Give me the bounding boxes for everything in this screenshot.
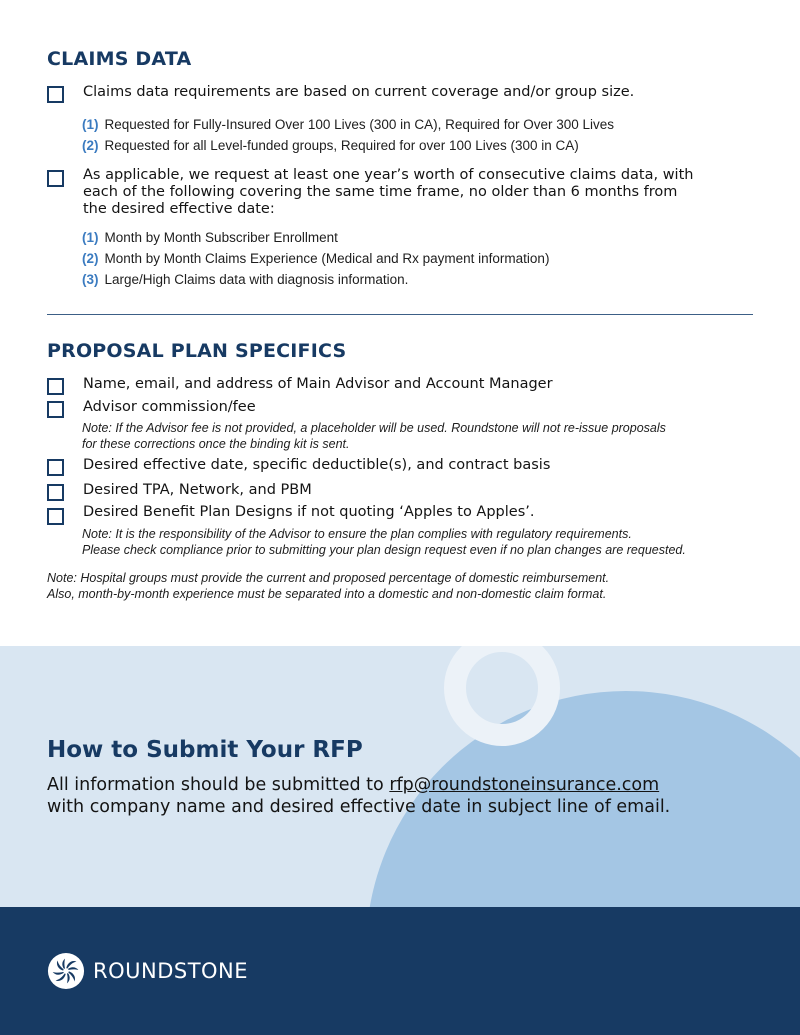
submit-heading: How to Submit Your RFP: [47, 737, 363, 763]
checklist-item-label: [83, 167, 693, 218]
footer: [0, 907, 800, 1035]
checkbox[interactable]: [47, 401, 64, 418]
note-line: Also, month-by-month experience must be separated into a domestic and non-domestic claim format.: [47, 587, 607, 601]
sub-item-number: (1): [82, 117, 99, 132]
checkbox[interactable]: [47, 378, 64, 395]
sub-item-text: Requested for Fully-Insured Over 100 Lives (300 in CA), Required for Over 300 Lives: [104, 117, 614, 132]
sub-item-number: (3): [82, 272, 99, 287]
note-line: for these corrections once the binding kit is sent.: [82, 437, 350, 451]
note-plan-compliance: [82, 526, 686, 558]
checklist-item-label: Desired TPA, Network, and PBM: [83, 482, 312, 498]
checkbox[interactable]: [47, 484, 64, 501]
email-link[interactable]: rfp@roundstoneinsurance.com: [389, 775, 660, 795]
label-line: each of the following covering the same time frame, no older than 6 months from: [83, 184, 678, 200]
brand-name: ROUNDSTONE: [93, 959, 249, 983]
instruction-prefix: All information should be submitted to: [47, 775, 390, 795]
checklist-item-label: Desired Benefit Plan Designs if not quoting ‘Apples to Apples’.: [83, 504, 535, 520]
sub-item: [82, 230, 338, 245]
note-advisor-fee: [82, 420, 666, 452]
checklist-item-advisor-commission: [47, 399, 256, 418]
checklist-item-label: Name, email, and address of Main Advisor and Account Manager: [83, 376, 553, 392]
checklist-item-effective-date: [47, 457, 550, 476]
note-line: Note: Hospital groups must provide the current and proposed percentage of domestic reimbursement.: [47, 571, 610, 585]
sub-item-text: Requested for all Level-funded groups, Required for over 100 Lives (300 in CA): [104, 138, 579, 153]
checklist-item-label: Desired effective date, specific deductible(s), and contract basis: [83, 457, 551, 473]
checklist-item-tpa-network: [47, 482, 312, 501]
sub-item-number: (2): [82, 138, 99, 153]
checklist-item-plan-designs: [47, 504, 534, 525]
instruction-line: with company name and desired effective date in subject line of email.: [47, 797, 671, 817]
submit-section: [0, 646, 800, 907]
instruction-line: [47, 774, 670, 796]
checkbox[interactable]: [47, 170, 64, 187]
checklist-item-label: Claims data requirements are based on current coverage and/or group size.: [83, 84, 635, 100]
note-line: Note: It is the responsibility of the Advisor to ensure the plan complies with regulatory requirements.: [82, 527, 632, 541]
note-hospital-groups: [47, 570, 609, 602]
sub-item-number: (1): [82, 230, 99, 245]
checkbox[interactable]: [47, 459, 64, 476]
sub-item: [82, 138, 579, 153]
label-line: the desired effective date:: [83, 201, 275, 217]
checklist-item-label: Advisor commission/fee: [83, 399, 256, 415]
sub-item: [82, 117, 614, 132]
checkbox[interactable]: [47, 86, 64, 103]
claims-data-heading: CLAIMS DATA: [47, 48, 192, 70]
note-line: Note: If the Advisor fee is not provided, a placeholder will be used. Roundstone will not re-issue proposals: [82, 421, 666, 435]
checklist-item-claims-requirements: [47, 84, 634, 103]
swirl-logo-icon: [47, 952, 85, 990]
sub-item-number: (2): [82, 251, 99, 266]
sub-item: [82, 272, 408, 287]
roundstone-logo: [47, 952, 248, 990]
checkbox[interactable]: [47, 508, 64, 525]
section-divider: [47, 314, 753, 315]
proposal-plan-specifics-heading: PROPOSAL PLAN SPECIFICS: [47, 340, 347, 362]
sub-item-text: Month by Month Claims Experience (Medical and Rx payment information): [104, 251, 550, 266]
checklist-item-claims-history: [47, 167, 693, 218]
checklist-item-advisor-contact: [47, 376, 553, 395]
sub-item-text: Large/High Claims data with diagnosis information.: [104, 272, 409, 287]
note-line: Please check compliance prior to submitting your plan design request even if no plan changes are requested.: [82, 543, 686, 557]
label-line: As applicable, we request at least one year’s worth of consecutive claims data, with: [83, 167, 694, 183]
submit-instructions: [47, 774, 670, 818]
sub-item: [82, 251, 549, 266]
sub-item-text: Month by Month Subscriber Enrollment: [104, 230, 338, 245]
